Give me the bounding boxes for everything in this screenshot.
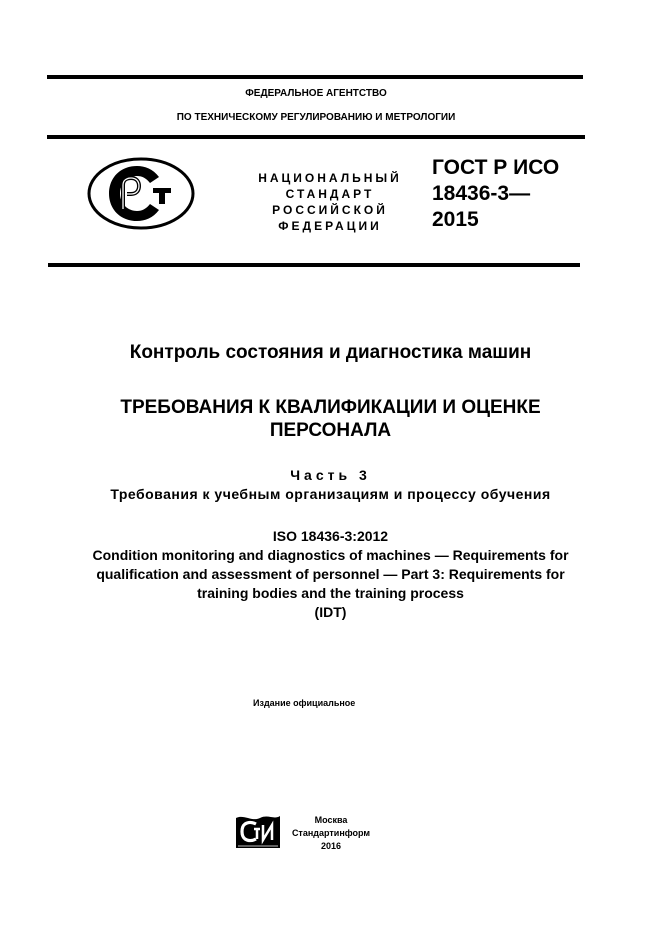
part-title: Требования к учебным организациям и процессу обучения [110, 486, 551, 502]
national-line: СТАНДАРТ [285, 187, 375, 201]
subtitle-line-2: ПЕРСОНАЛА [269, 420, 392, 441]
subtitle [0, 396, 661, 442]
national-line: ФЕДЕРАЦИИ [278, 219, 382, 233]
agency-line-2: ПО ТЕХНИЧЕСКОМУ РЕГУЛИРОВАНИЮ И МЕТРОЛОГИИ [176, 112, 456, 123]
national-line: РОССИЙСКОЙ [272, 203, 388, 217]
header-rule [47, 135, 585, 139]
gost-r-logo-icon [87, 157, 195, 230]
iso-title-line-2: qualification and assessment of personnel — Part 3: Requirements for [96, 566, 565, 582]
publisher-city: Москва [314, 815, 348, 825]
edition-label: Издание официальное [253, 698, 356, 708]
national-line: НАЦИОНАЛЬНЫЙ [258, 171, 402, 185]
designation-line: 2015 [432, 208, 479, 231]
iso-equivalence: (IDT) [314, 604, 347, 620]
iso-reference [0, 527, 661, 622]
national-standard-label [255, 170, 405, 234]
publisher-year: 2016 [320, 841, 342, 851]
iso-number: ISO 18436-3:2012 [272, 528, 389, 544]
iso-title-line-3: training bodies and the training process [197, 585, 464, 601]
designation-rule [48, 263, 580, 267]
publisher-name: Стандартинформ [291, 828, 371, 838]
designation-line: 18436-3— [432, 182, 531, 205]
iso-title-line-1: Condition monitoring and diagnostics of machines — Requirements for [92, 547, 569, 563]
subtitle-line-1: ТРЕБОВАНИЯ К КВАЛИФИКАЦИИ И ОЦЕНКЕ [120, 397, 541, 418]
main-title: Контроль состояния и диагностика машин [129, 342, 532, 363]
designation-line: ГОСТ Р ИСО [432, 156, 560, 179]
standard-designation [432, 155, 592, 233]
agency-line-1: ФЕДЕРАЛЬНОЕ АГЕНТСТВО [245, 88, 387, 99]
standartinform-logo-icon [234, 812, 284, 852]
top-rule [47, 75, 583, 79]
publisher-info [286, 814, 376, 853]
part-label: Часть 3 [290, 467, 371, 483]
